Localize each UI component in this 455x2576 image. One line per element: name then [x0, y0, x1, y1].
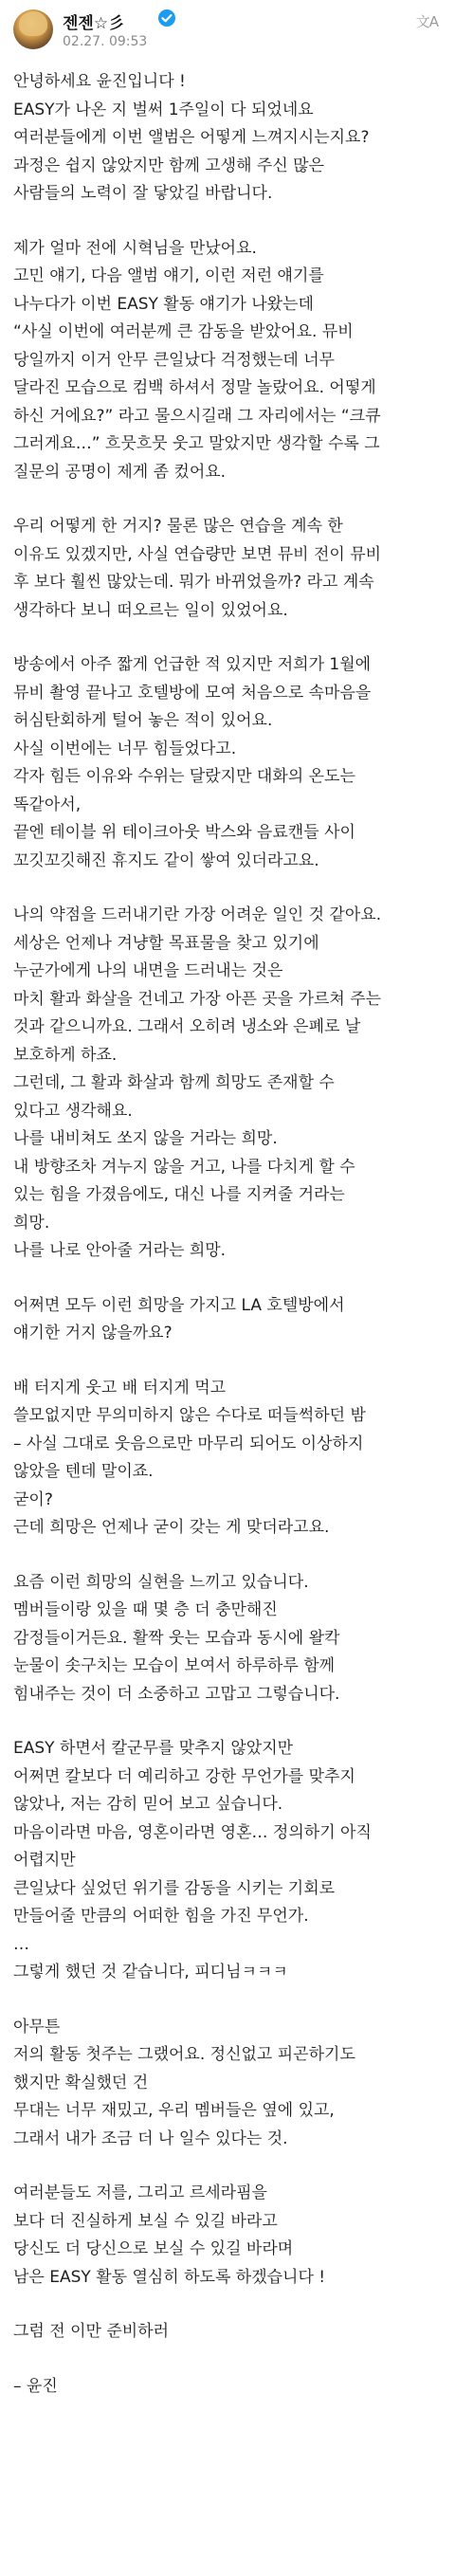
post-text-line: 마음이라면 마음, 영혼이라면 영혼… 정의하기 아직 [13, 1822, 372, 1842]
post-header [0, 0, 455, 64]
post-text-line: 희망. [13, 1213, 50, 1233]
post-text-line: 여러분들도 저를, 그리고 르세라핌을 [13, 2183, 267, 2202]
post-text-line: 그럼 전 이만 준비하러 [13, 2322, 170, 2341]
post-text-line: 끝엔 테이블 위 테이크아웃 박스와 음료캔들 사이 [13, 823, 355, 842]
post-text-line: 힘내주는 것이 더 소중하고 고맙고 그렇습니다. [13, 1684, 340, 1704]
post-text-line: 무대는 너무 재밌고, 우리 멤버들은 옆에 있고, [13, 2101, 335, 2120]
post-text-line: 감정들이거든요. 활짝 웃는 모습과 동시에 왈칵 [13, 1628, 340, 1648]
post-text-line: 멤버들이랑 있을 때 몇 층 더 충만해진 [13, 1600, 278, 1619]
post-text-line: 제가 얼마 전에 시혁님을 만났어요. [13, 238, 257, 258]
post-text-line: 보호하게 하죠. [13, 1045, 118, 1065]
post-text-line: 요즘 이런 희망의 실현을 느끼고 있습니다. [13, 1572, 309, 1592]
post-text-line: 얘기한 거지 않을까요? [13, 1324, 173, 1343]
post-text-line: 질문의 공명이 제게 좀 컸어요. [13, 462, 227, 482]
post-text-line: 마치 활과 화살을 건네고 가장 아픈 곳을 가르쳐 주는 [13, 989, 382, 1009]
post-text-line: 각자 힘든 이유와 수위는 달랐지만 대화의 온도는 [13, 767, 355, 786]
post-text-line: 근데 희망은 언제나 굳이 갖는 게 맞더라고요. [13, 1518, 330, 1537]
post-text-line: 저의 활동 첫주는 그랬어요. 정신없고 피곤하기도 [13, 2045, 355, 2064]
post-paragraph [13, 1569, 442, 1709]
post-text-line: 그렇게 했던 것 같습니다, 피디님ㅋㅋㅋ [13, 1963, 288, 1982]
post-text-line: 눈물이 솟구치는 모습이 보여서 하루하루 함께 [13, 1656, 336, 1675]
post-text-line: 똑같아서, [13, 795, 82, 814]
post-text-line: 과정은 쉽지 않았지만 함께 고생해 주신 많은 [13, 155, 325, 175]
post-text-line: 세상은 언제나 겨냥할 목표물을 찾고 있기에 [13, 933, 319, 953]
post-text-line: 있는 힘을 가졌음에도, 대신 나를 지켜줄 거라는 [13, 1185, 345, 1204]
translate-icon[interactable]: 文A [415, 13, 438, 30]
post-text-line: 나를 나로 안아줄 거라는 희망. [13, 1241, 227, 1260]
post-paragraph [13, 651, 442, 875]
post-text-line: 나를 내비쳐도 쏘지 않을 거라는 희망. [13, 1129, 278, 1148]
post-text-line: 사실 이번에는 너무 힘들었다고. [13, 739, 237, 758]
post-paragraph [13, 513, 442, 625]
post-text-line: 당신도 더 당신으로 보실 수 있길 바라며 [13, 2239, 294, 2258]
post-text-line: 아무튼 [13, 2017, 61, 2037]
post-text-line: … [13, 1934, 29, 1954]
post-paragraph [13, 902, 442, 1266]
post-text-line: – 사실 그대로 웃음으로만 마무리 되어도 이상하지 [13, 1434, 364, 1453]
post-paragraph [13, 235, 442, 487]
post-text-line: 하신 거에요?” 라고 물으시길래 그 자리에서는 “크큐 [13, 406, 381, 426]
post-paragraph [13, 1292, 442, 1348]
post-text-line: EASY 하면서 칼군무를 맞추지 않았지만 [13, 1739, 294, 1758]
post-paragraph [13, 2014, 442, 2154]
post-text-line: 있다고 생각해요. [13, 1101, 133, 1121]
post-text-line: 그러게요…” 흐뭇흐뭇 웃고 말았지만 생각할 수록 그 [13, 434, 380, 453]
author-name[interactable]: 젠젠☆彡 [63, 14, 125, 33]
post-timestamp: 02.27. 09:53 [63, 34, 148, 49]
post-text-line: EASY가 나온 지 벌써 1주일이 다 되었네요 [13, 100, 314, 119]
post-text-line: 뮤비 촬영 끝나고 호텔방에 모여 처음으로 속마음을 [13, 683, 372, 703]
post-text-line: “사실 이번에 여러분께 큰 감동을 받았어요. 뮤비 [13, 322, 354, 341]
post-text-line: 어쩌면 칼보다 더 예리하고 강한 무언가를 맞추지 [13, 1766, 355, 1786]
post-text-line: 어쩌면 모두 이런 희망을 가지고 LA 호텔방에서 [13, 1295, 345, 1315]
post-paragraph [13, 1735, 442, 1987]
post-paragraph [13, 1375, 442, 1543]
post-text-line: 그런데, 그 활과 화살과 함께 희망도 존재할 수 [13, 1073, 335, 1092]
post-text-line: 누군가에게 나의 내면을 드러내는 것은 [13, 961, 283, 980]
post-text-line: 않았나, 저는 감히 믿어 보고 싶습니다. [13, 1795, 283, 1814]
post-text-line: 만들어줄 만큼의 어떠한 힘을 가진 무언가. [13, 1907, 309, 1926]
post-text-line: 방송에서 아주 짧게 언급한 적 있지만 저희가 1월에 [13, 655, 372, 674]
post-text-line: – 윤진 [13, 2376, 58, 2396]
post-text-line: 배 터지게 웃고 배 터지게 먹고 [13, 1378, 227, 1398]
post-text-line: 고민 얘기, 다음 앨범 얘기, 이런 저런 얘기를 [13, 266, 324, 285]
post-text-line: 달라진 모습으로 컴백 하셔서 정말 놀랐어요. 어떻게 [13, 378, 376, 397]
post-text-line: 이유도 있겠지만, 사실 연습량만 보면 뮤비 전이 뮤비 [13, 544, 382, 564]
avatar[interactable] [13, 9, 53, 49]
post-text-line: 굳이? [13, 1489, 53, 1509]
post-text-line: 꼬깃꼬깃해진 휴지도 같이 쌓여 있더라고요. [13, 850, 319, 870]
post-text-line: 했지만 확실했던 건 [13, 2073, 149, 2092]
post-text-line: 나누다가 이번 EASY 활동 얘기가 나왔는데 [13, 294, 314, 314]
post-text-line: 생각하다 보니 떠오르는 일이 있었어요. [13, 600, 288, 620]
post-text-line: 당일까지 이거 안무 큰일났다 걱정했는데 너무 [13, 350, 336, 370]
post-text-line: 어렵지만 [13, 1851, 76, 1870]
post-text-line: 쓸모없지만 무의미하지 않은 수다로 떠들썩하던 밤 [13, 1406, 366, 1425]
verified-badge-icon [157, 9, 176, 27]
post-text-line: 여러분들에게 이번 앨범은 어떻게 느껴지시는지요? [13, 128, 370, 147]
post-text-line: 남은 EASY 활동 열심히 하도록 하겠습니다 ! [13, 2267, 326, 2287]
post-text-line: 큰일났다 싶었던 위기를 감동을 시키는 기회로 [13, 1878, 336, 1898]
post-text-line: 그래서 내가 조금 더 나 일수 있다는 것. [13, 2128, 288, 2148]
post-paragraph [13, 2180, 442, 2292]
post-text-line: 후 보다 훨씬 많았는데. 뭐가 바뀌었을까? 라고 계속 [13, 573, 374, 592]
post-text-line: 않았을 텐데 말이죠. [13, 1462, 154, 1481]
post-paragraph [13, 68, 442, 209]
post-text-line: 안녕하세요 윤진입니다 ! [13, 72, 186, 91]
post-text-line: 보다 더 진실하게 보실 수 있길 바라고 [13, 2211, 278, 2231]
post-text-line: 사람들의 노력이 잘 닿았길 바랍니다. [13, 184, 273, 203]
post-text-line: 우리 어떻게 한 거지? 물론 많은 연습을 계속 한 [13, 517, 343, 536]
post-paragraph [13, 2318, 442, 2347]
post-text-line: 내 방향조차 겨누지 않을 거고, 나를 다치게 할 수 [13, 1157, 355, 1177]
post-body [13, 68, 442, 2427]
post-text-line: 허심탄회하게 털어 놓은 적이 있어요. [13, 711, 273, 730]
post-text-line: 나의 약점을 드러내기란 가장 어려운 일인 것 같아요. [13, 905, 382, 924]
post-paragraph [13, 2373, 442, 2402]
post-text-line: 것과 같으니까요. 그래서 오히려 냉소와 은폐로 날 [13, 1017, 361, 1036]
